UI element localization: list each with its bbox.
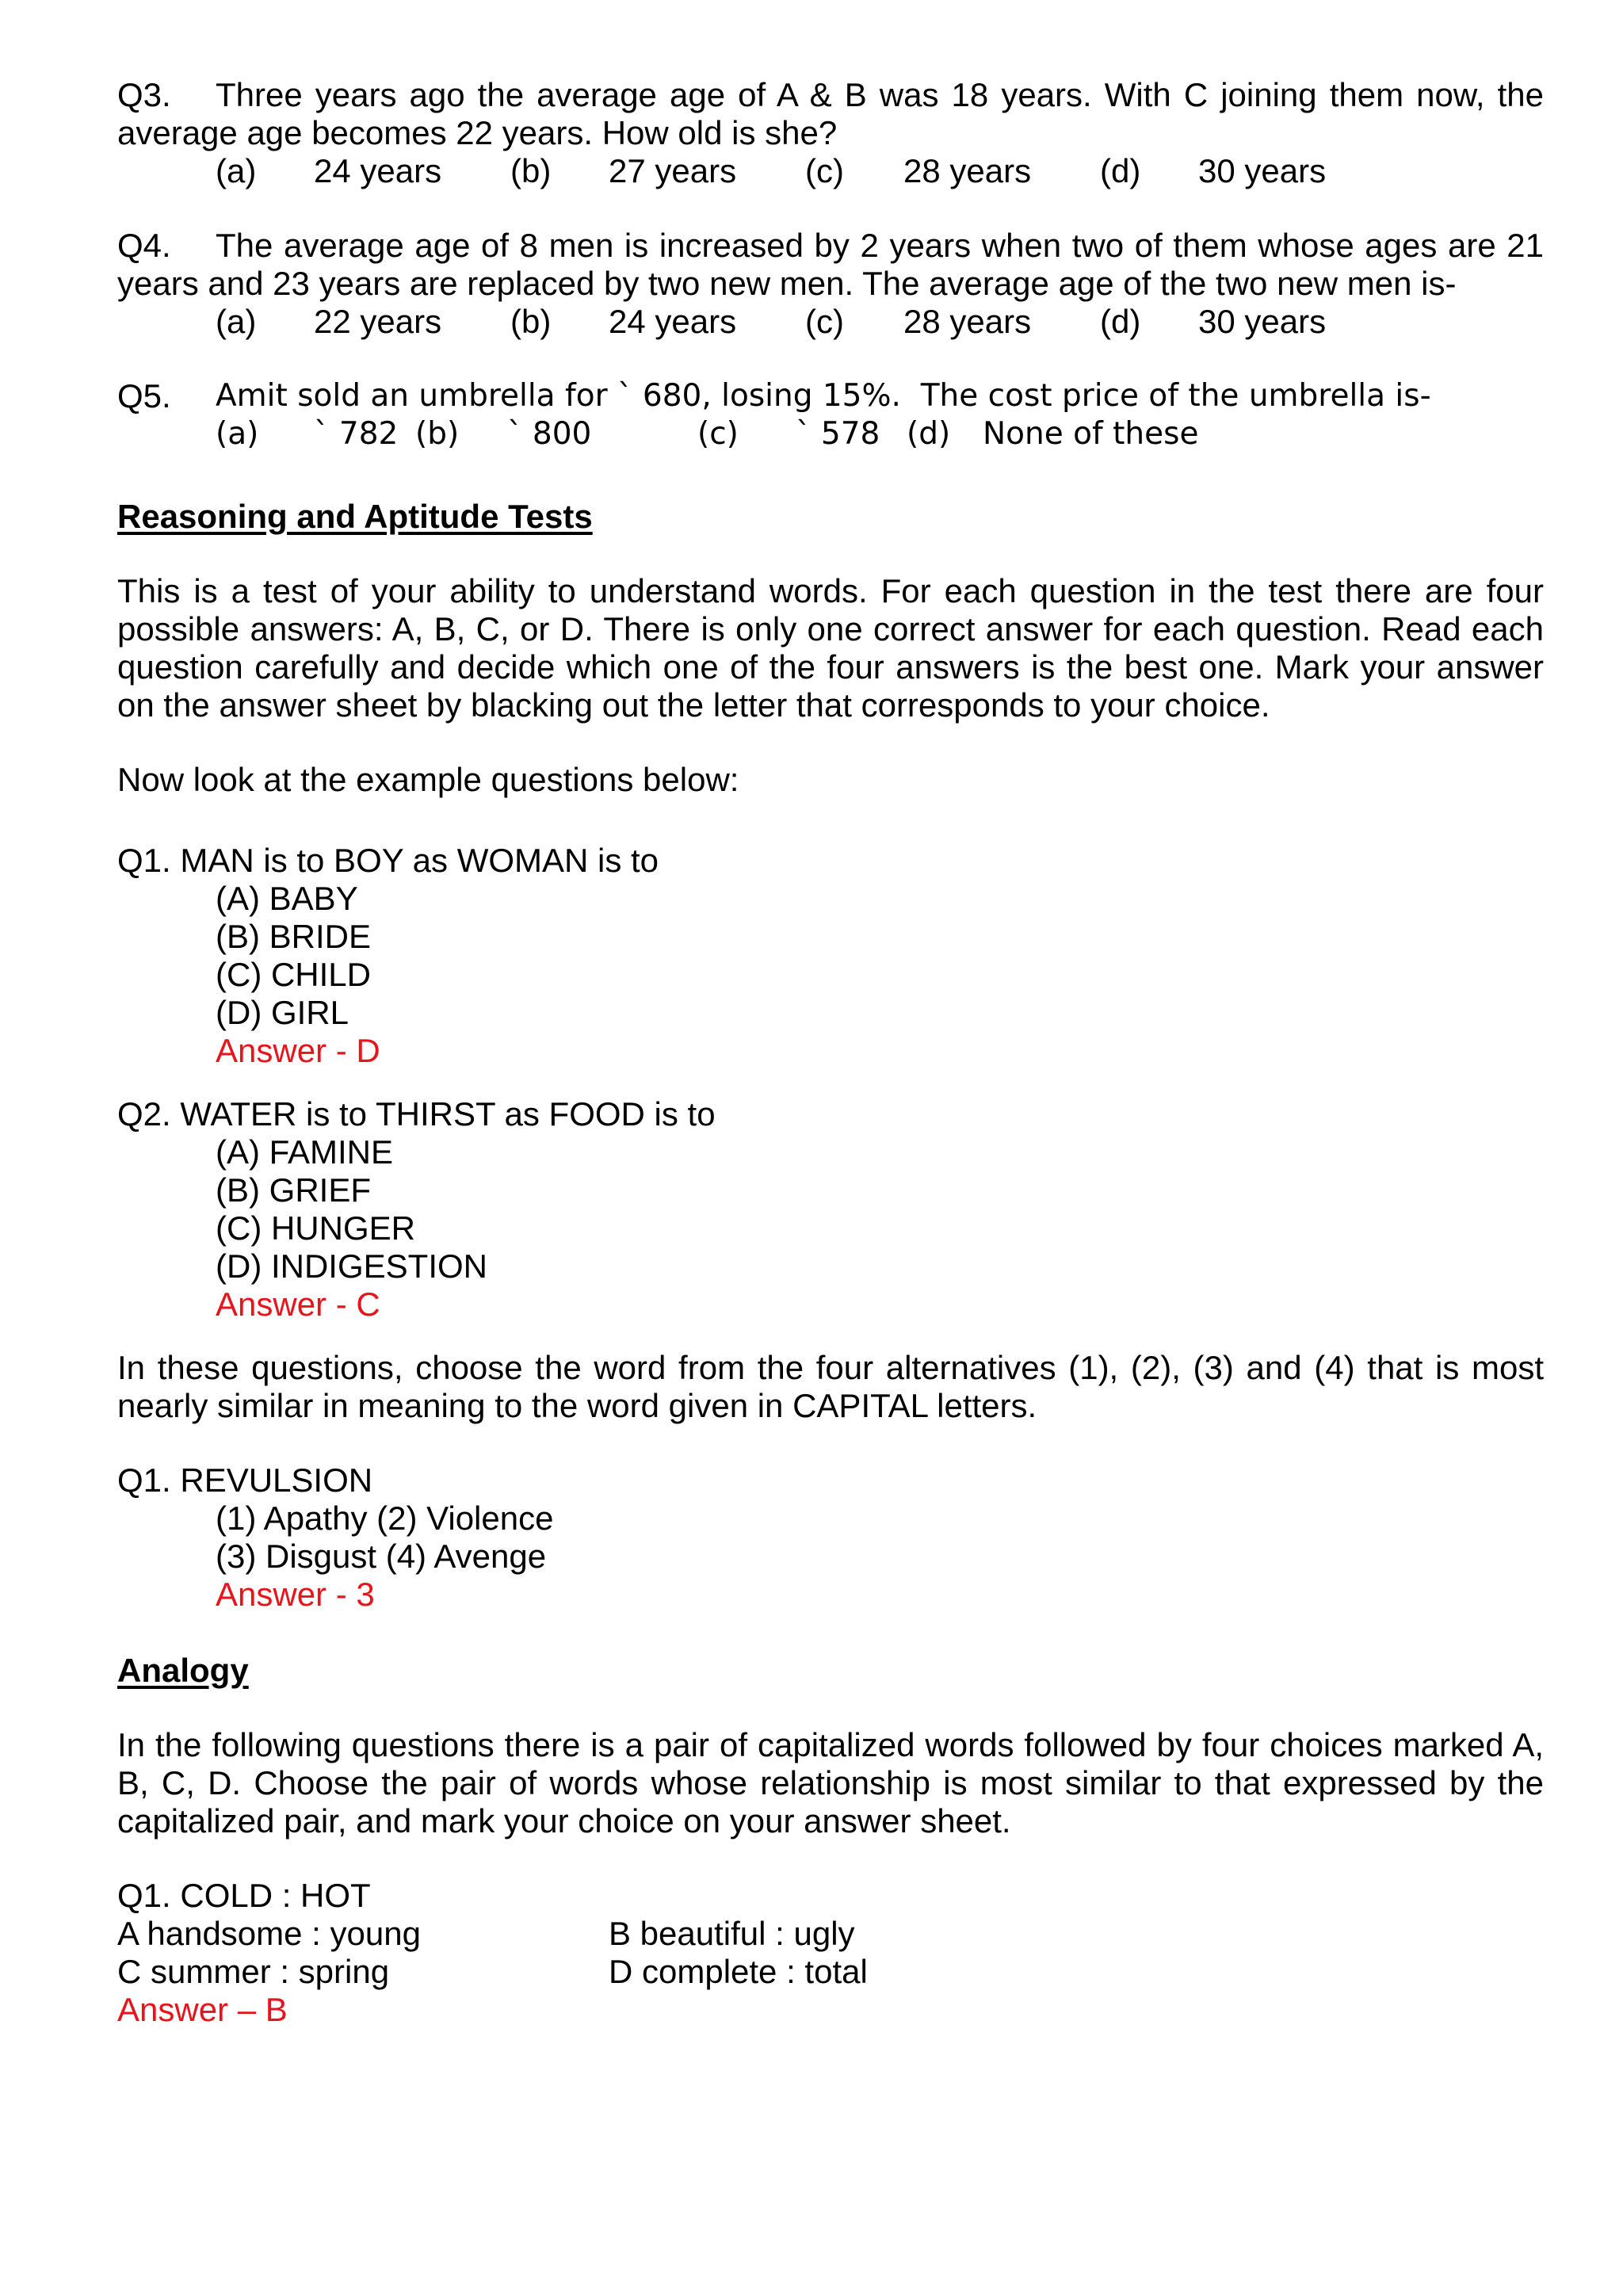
analogy-option: B beautiful : ugly	[609, 1915, 855, 1952]
analogy-intro: In the following questions there is a pair of capitalized words followed by four choices marked A, B, C, D. Choose the pair of words whose relationship is most similar to that expressed by the capitalized pair, and mark your choice on your answer sheet.	[117, 1726, 1544, 1839]
example-question-2	[117, 1095, 1544, 1324]
option-label: (a)	[216, 303, 257, 340]
synonym-answer: Answer - 3	[216, 1576, 375, 1613]
option-value: 24 years	[609, 303, 737, 340]
example-option: (A) BABY	[216, 880, 358, 917]
option-label: (a)	[216, 416, 259, 452]
example-answer: Answer - C	[216, 1286, 380, 1323]
option-value: 28 years	[903, 152, 1032, 189]
analogy-question	[117, 1877, 1544, 2029]
option-value: None of these	[983, 416, 1199, 452]
question-number: Q3.	[117, 76, 171, 113]
synonym-options-line: (1) Apathy (2) Violence	[216, 1499, 554, 1537]
option-label: (b)	[415, 416, 460, 452]
example-option: (C) CHILD	[216, 956, 371, 993]
example-option: (A) FAMINE	[216, 1133, 394, 1171]
example-answer: Answer - D	[216, 1032, 380, 1069]
option-label: (b)	[510, 303, 552, 340]
example-option: (B) BRIDE	[216, 918, 372, 955]
analogy-question-text: Q1. COLD : HOT	[117, 1877, 371, 1914]
option-value: ` 578	[796, 416, 880, 452]
section-heading-reasoning: Reasoning and Aptitude Tests	[117, 498, 593, 535]
question-q3	[117, 76, 1544, 152]
option-label: (b)	[510, 152, 552, 189]
question-q4	[117, 227, 1544, 303]
option-value: 24 years	[314, 152, 442, 189]
question-text: Amit sold an umbrella for ` 680, losing 15%. The cost price of the umbrella is-	[216, 378, 1431, 414]
example-option: (B) GRIEF	[216, 1171, 371, 1209]
options-q3	[117, 152, 1623, 190]
options-q4	[117, 303, 1623, 341]
synonym-options-line: (3) Disgust (4) Avenge	[216, 1538, 547, 1575]
analogy-option: A handsome : young	[117, 1915, 421, 1952]
question-number: Q5.	[117, 377, 171, 415]
synonym-intro: In these questions, choose the word from the four alternatives (1), (2), (3) and (4) that is most nearly similar in meaning to the word given in CAPITAL letters.	[117, 1349, 1544, 1424]
option-label: (c)	[697, 416, 739, 452]
question-q5	[117, 377, 1544, 415]
option-value: ` 800	[507, 416, 592, 452]
analogy-answer: Answer – B	[117, 1991, 288, 2028]
option-value: ` 782	[314, 416, 399, 452]
option-label: (d)	[907, 416, 951, 452]
option-value: 28 years	[903, 303, 1032, 340]
question-number: Q4.	[117, 227, 171, 264]
option-label: (a)	[216, 152, 257, 189]
example-option: (D) GIRL	[216, 994, 349, 1031]
analogy-option: C summer : spring	[117, 1953, 390, 1990]
options-q5	[117, 415, 1623, 453]
option-label: (d)	[1100, 152, 1141, 189]
option-value: 22 years	[314, 303, 442, 340]
example-option: (D) INDIGESTION	[216, 1247, 487, 1285]
option-value: 30 years	[1198, 152, 1327, 189]
option-value: 27 years	[609, 152, 737, 189]
option-label: (d)	[1100, 303, 1141, 340]
question-text: The average age of 8 men is increased by 2 years when two of them whose ages are 21 years and 23 years are replaced by two new men. The average age of the two new men is-	[117, 227, 1544, 302]
example-question-1	[117, 842, 1544, 1070]
example-question-text: Q2. WATER is to THIRST as FOOD is to	[117, 1095, 716, 1133]
reasoning-intro: This is a test of your ability to understand words. For each question in the test there are four possible answers: A, B, C, or D. There is only one correct answer for each question. Read each question carefully and decide which one of the four answers is the best one. Mark your answer on the answer sheet by blacking out the letter that corresponds to your choice.	[117, 572, 1544, 724]
section-heading-analogy: Analogy	[117, 1652, 249, 1689]
option-label: (c)	[805, 303, 844, 340]
example-lead: Now look at the example questions below:	[117, 761, 739, 798]
question-text: Three years ago the average age of A & B was 18 years. With C joining them now, the average age becomes 22 years. How old is she?	[117, 76, 1544, 151]
example-option: (C) HUNGER	[216, 1209, 415, 1247]
option-label: (c)	[805, 152, 844, 189]
option-value: 30 years	[1198, 303, 1327, 340]
synonym-question-text: Q1. REVULSION	[117, 1461, 373, 1499]
synonym-question	[117, 1461, 1544, 1614]
example-question-text: Q1. MAN is to BOY as WOMAN is to	[117, 842, 659, 879]
analogy-option: D complete : total	[609, 1953, 868, 1990]
